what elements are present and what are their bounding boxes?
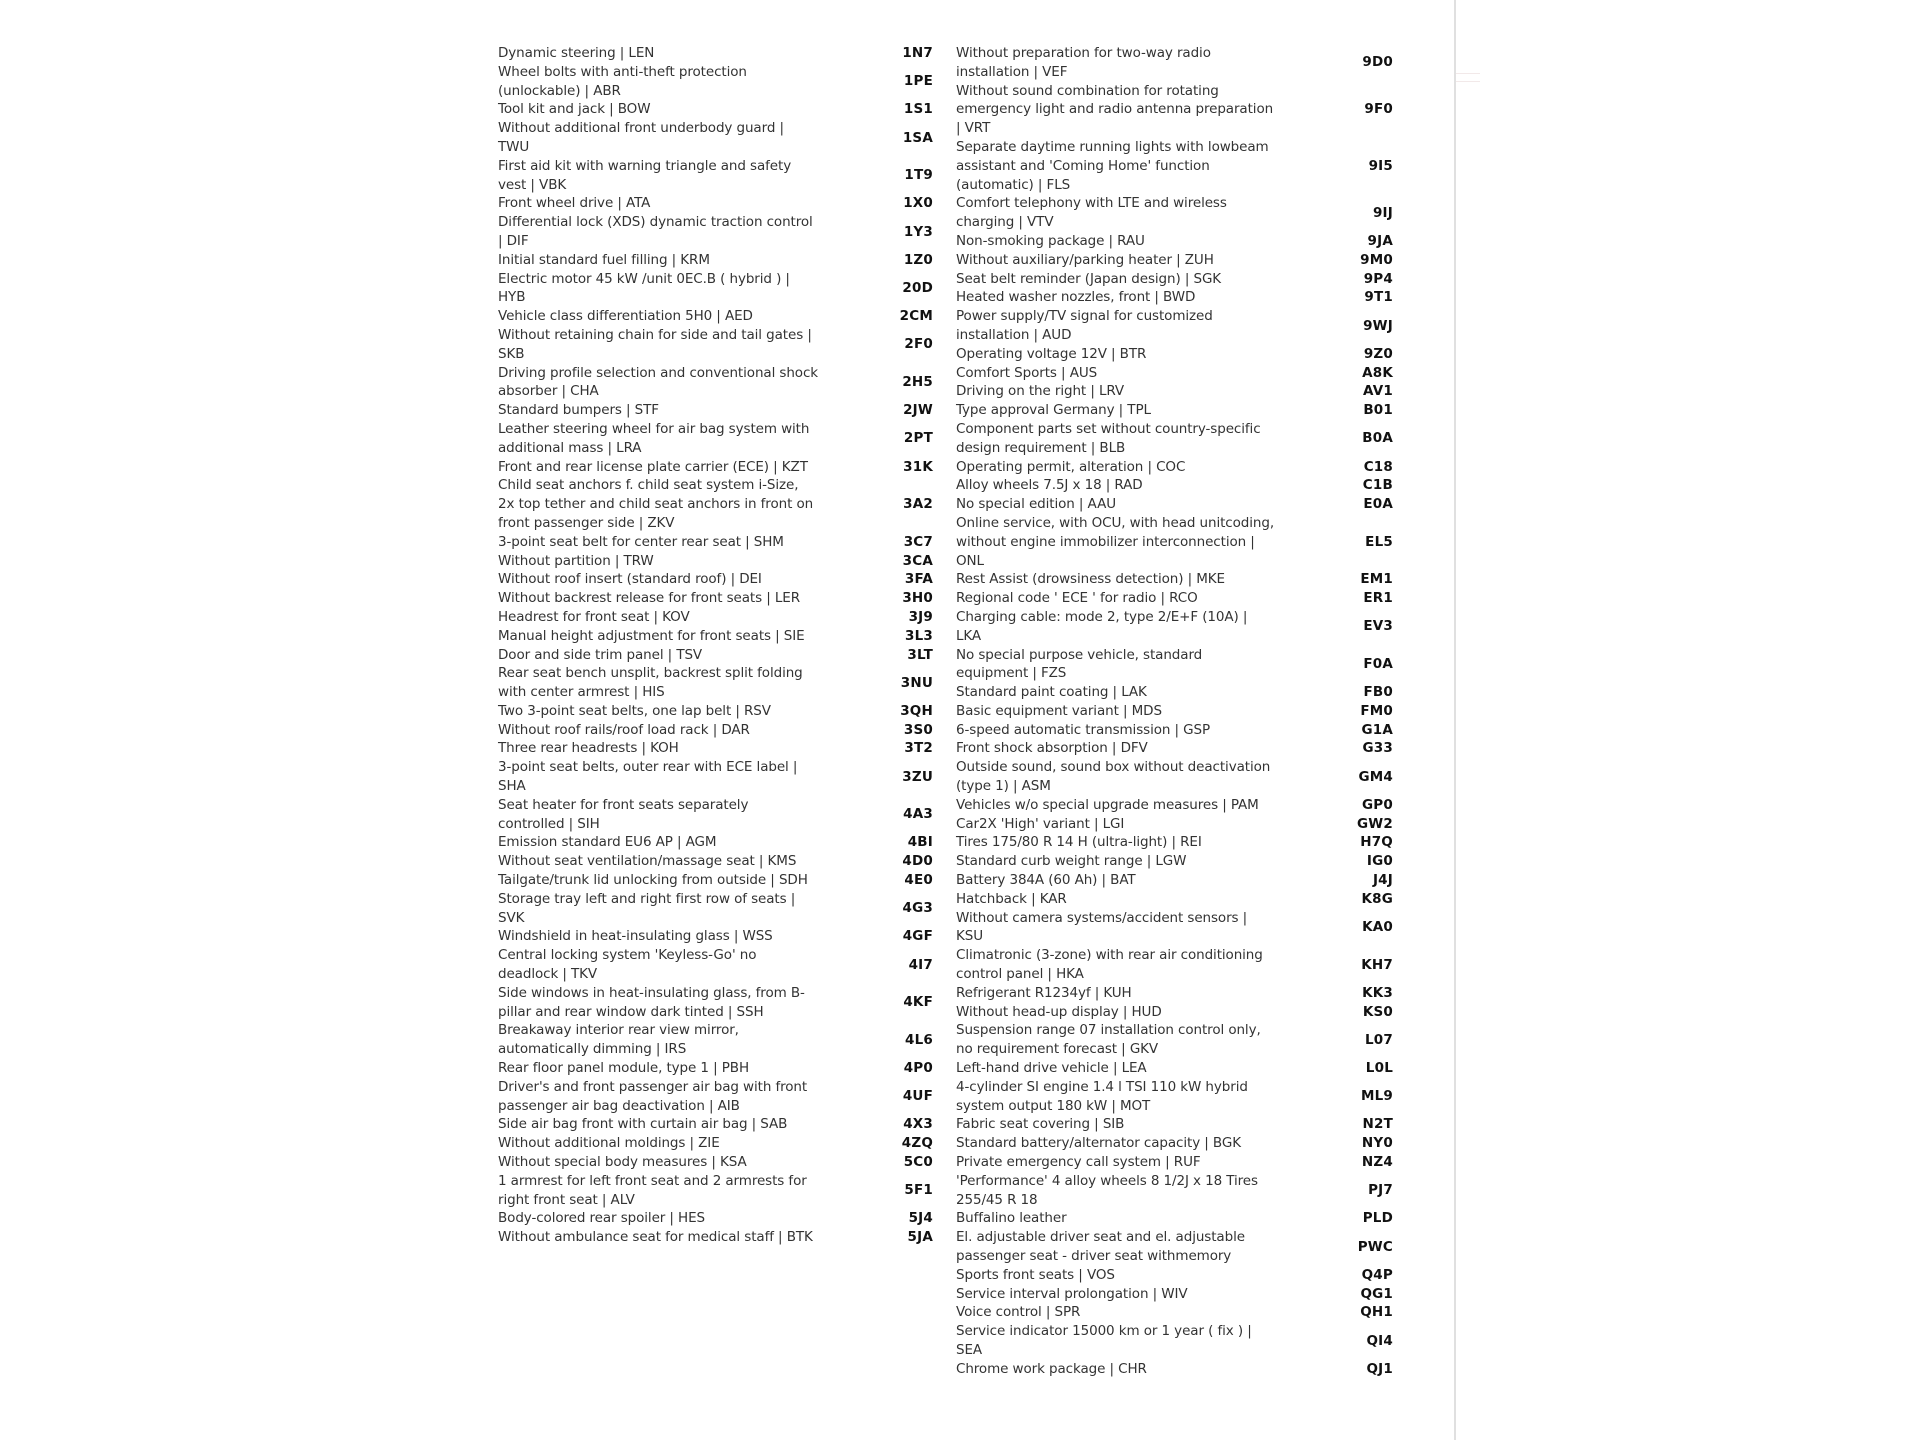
equipment-description: Comfort Sports | AUS	[956, 364, 1098, 381]
equipment-row	[498, 270, 950, 308]
equipment-pr-code: 9D0	[1362, 54, 1393, 71]
equipment-description: Online service, with OCU, with head unitcoding, without engine immobilizer interconnection | ONL	[956, 514, 1275, 569]
equipment-pr-code: NZ4	[1361, 1154, 1393, 1171]
equipment-description: Comfort telephony with LTE and wireless charging | VTV	[956, 195, 1227, 231]
equipment-description: Without additional front underbody guard | TWU	[498, 120, 784, 155]
equipment-description: Refrigerant R1234yf | KUH	[956, 984, 1132, 1001]
equipment-pr-code: 3QH	[900, 702, 933, 719]
equipment-pr-code: 31K	[903, 458, 933, 475]
equipment-pr-code: K8G	[1361, 890, 1393, 907]
equipment-pr-code: EV3	[1363, 618, 1393, 635]
equipment-row	[956, 251, 1393, 270]
equipment-pr-code: 9T1	[1364, 289, 1393, 306]
equipment-pr-code: 9JA	[1367, 232, 1393, 249]
equipment-pr-code: 3ZU	[902, 768, 933, 785]
equipment-row	[498, 1021, 950, 1059]
equipment-row	[956, 420, 1393, 458]
equipment-pr-code: F0A	[1363, 655, 1393, 672]
equipment-row	[956, 345, 1393, 364]
equipment-pr-code: 3NU	[900, 674, 933, 691]
equipment-pr-code: B0A	[1362, 430, 1393, 447]
equipment-description: Private emergency call system | RUF	[956, 1154, 1201, 1171]
equipment-pr-code: QI4	[1366, 1332, 1393, 1349]
equipment-description: Vehicles w/o special upgrade measures | PAM	[956, 796, 1259, 813]
equipment-row	[498, 570, 950, 589]
equipment-pr-code: 3CA	[902, 552, 933, 569]
equipment-description: Non-smoking package | RAU	[956, 232, 1145, 249]
equipment-pr-code: E0A	[1363, 496, 1393, 513]
equipment-pr-code: 1PE	[903, 73, 933, 90]
equipment-description: Leather steering wheel for air bag system with additional mass | LRA	[498, 420, 810, 456]
equipment-row	[498, 702, 950, 721]
equipment-description: 6-speed automatic transmission | GSP	[956, 721, 1211, 738]
equipment-pr-code: 3S0	[903, 721, 933, 738]
equipment-description: 1 armrest for left front seat and 2 armrests for right front seat | ALV	[498, 1172, 807, 1208]
equipment-row	[498, 476, 950, 532]
equipment-pr-code: 9M0	[1360, 251, 1393, 268]
equipment-description: Operating permit, alteration | COC	[956, 458, 1186, 475]
equipment-row	[956, 1228, 1393, 1266]
equipment-description: Front and rear license plate carrier (ECE) | KZT	[498, 458, 808, 475]
equipment-row	[956, 476, 1393, 495]
equipment-description: Differential lock (XDS) dynamic traction control | DIF	[498, 214, 813, 249]
equipment-description: Basic equipment variant | MDS	[956, 702, 1162, 719]
equipment-pr-code: J4J	[1372, 872, 1393, 889]
equipment-pr-code: 9IJ	[1372, 204, 1393, 221]
equipment-row	[498, 533, 950, 552]
equipment-row	[956, 232, 1393, 251]
page-edge-divider	[1454, 0, 1456, 1440]
equipment-pr-code: 9Z0	[1363, 345, 1393, 362]
equipment-row	[956, 796, 1393, 815]
equipment-row	[956, 1021, 1393, 1059]
equipment-pr-code: 3LT	[907, 646, 933, 663]
equipment-pr-code: 1N7	[902, 45, 933, 61]
equipment-pr-code: GW2	[1357, 815, 1393, 832]
equipment-row	[498, 796, 950, 834]
equipment-row	[498, 157, 950, 195]
equipment-description: Without auxiliary/parking heater | ZUH	[956, 251, 1214, 268]
scroll-marker-bottom	[1456, 81, 1480, 82]
equipment-pr-code: GM4	[1358, 768, 1393, 785]
equipment-pr-code: GP0	[1362, 796, 1393, 813]
equipment-pr-code: 4A3	[903, 806, 933, 823]
equipment-description: 3-point seat belt for center rear seat | SHM	[498, 533, 784, 550]
equipment-description: Windshield in heat-insulating glass | WSS	[498, 928, 773, 945]
scroll-marker-top	[1456, 73, 1480, 74]
equipment-pr-code: G1A	[1361, 721, 1393, 738]
equipment-description: Dynamic steering | LEN	[498, 45, 655, 61]
equipment-pr-code: 4E0	[904, 872, 933, 889]
equipment-pr-code: 2JW	[903, 402, 933, 419]
equipment-description: Rear floor panel module, type 1 | PBH	[498, 1060, 750, 1077]
equipment-description: Power supply/TV signal for customized installation | AUD	[956, 308, 1213, 343]
equipment-row	[498, 63, 950, 101]
equipment-row	[498, 758, 950, 796]
equipment-row	[956, 1266, 1393, 1285]
equipment-row	[498, 213, 950, 251]
equipment-row	[498, 664, 950, 702]
equipment-pr-code: QJ1	[1366, 1360, 1393, 1377]
equipment-pr-code: 4P0	[903, 1060, 933, 1077]
equipment-row	[956, 1209, 1393, 1228]
equipment-row	[956, 815, 1393, 834]
equipment-pr-code: QH1	[1360, 1304, 1393, 1321]
equipment-description: Without retaining chain for side and tail gates | SKB	[498, 326, 812, 362]
equipment-pr-code: PWC	[1357, 1238, 1393, 1255]
equipment-row	[498, 364, 950, 402]
equipment-description: Without head-up display | HUD	[956, 1003, 1162, 1020]
equipment-description: Without preparation for two-way radio installation | VEF	[956, 45, 1211, 80]
equipment-row	[956, 570, 1393, 589]
equipment-row	[498, 307, 950, 326]
equipment-pr-code: 3L3	[905, 627, 933, 644]
equipment-description: Heated washer nozzles, front | BWD	[956, 289, 1196, 306]
equipment-description: Emission standard EU6 AP | AGM	[498, 834, 717, 851]
equipment-pr-code: 1S1	[903, 101, 933, 118]
equipment-description: Without backrest release for front seats | LER	[498, 590, 800, 607]
equipment-row	[956, 44, 1393, 82]
equipment-pr-code: 4I7	[908, 956, 933, 973]
equipment-description: 3-point seat belts, outer rear with ECE label | SHA	[498, 759, 798, 795]
equipment-pr-code: 1SA	[902, 129, 933, 146]
equipment-pr-code: QG1	[1360, 1285, 1393, 1302]
equipment-description: Door and side trim panel | TSV	[498, 646, 703, 663]
equipment-pr-code: 3H0	[902, 590, 933, 607]
equipment-description: Component parts set without country-specific design requirement | BLB	[956, 420, 1261, 456]
equipment-row	[498, 1228, 950, 1247]
equipment-row	[956, 1078, 1393, 1116]
equipment-description: Storage tray left and right first row of seats | SVK	[498, 890, 796, 926]
equipment-row	[956, 608, 1393, 646]
equipment-row	[956, 194, 1393, 232]
equipment-description: Standard bumpers | STF	[498, 402, 659, 419]
equipment-description: Tailgate/trunk lid unlocking from outside | SDH	[498, 872, 808, 889]
equipment-pr-code: 4GF	[902, 928, 933, 945]
equipment-pr-code: C18	[1363, 458, 1393, 475]
equipment-pr-code: C1B	[1362, 477, 1393, 494]
equipment-row	[956, 758, 1393, 796]
equipment-pr-code: KA0	[1362, 919, 1393, 936]
equipment-pr-code: 4BI	[907, 834, 933, 851]
equipment-pr-code: FM0	[1360, 702, 1393, 719]
equipment-row	[956, 589, 1393, 608]
equipment-description: Manual height adjustment for front seats | SIE	[498, 627, 805, 644]
equipment-row	[956, 890, 1393, 909]
equipment-pr-code: N2T	[1362, 1116, 1393, 1133]
equipment-pr-code: Q4P	[1361, 1266, 1393, 1283]
equipment-row	[956, 138, 1393, 194]
equipment-pr-code: 3A2	[903, 496, 933, 513]
equipment-pr-code: ML9	[1360, 1088, 1393, 1105]
equipment-pr-code: KK3	[1362, 984, 1393, 1001]
equipment-description: Vehicle class differentiation 5H0 | AED	[498, 308, 753, 325]
equipment-row	[498, 194, 950, 213]
equipment-description: 'Performance' 4 alloy wheels 8 1/2J x 18 Tires 255/45 R 18	[956, 1172, 1258, 1208]
equipment-description: Sports front seats | VOS	[956, 1266, 1115, 1283]
equipment-row	[498, 1115, 950, 1134]
equipment-row	[498, 871, 950, 890]
equipment-row	[498, 1172, 950, 1210]
equipment-pr-code: H7Q	[1360, 834, 1393, 851]
equipment-pr-code: FB0	[1363, 684, 1393, 701]
equipment-row	[956, 1322, 1393, 1360]
equipment-pr-code: 4D0	[902, 853, 933, 870]
equipment-pr-code: 3FA	[904, 571, 933, 588]
equipment-description: Child seat anchors f. child seat system i-Size, 2x top tether and child seat anchors in front on front passenger side | ZKV	[498, 477, 814, 531]
equipment-pr-code: EM1	[1360, 571, 1393, 588]
equipment-description: Headrest for front seat | KOV	[498, 608, 690, 625]
equipment-row	[498, 646, 950, 665]
equipment-description: Hatchback | KAR	[956, 890, 1067, 907]
equipment-row	[956, 871, 1393, 890]
equipment-row	[498, 589, 950, 608]
equipment-pr-code: 5C0	[903, 1154, 933, 1171]
equipment-row	[956, 1360, 1393, 1379]
equipment-row	[498, 927, 950, 946]
equipment-pr-code: 4X3	[903, 1116, 933, 1133]
equipment-table-left	[498, 44, 950, 1247]
equipment-row	[498, 890, 950, 928]
equipment-pr-code: 20D	[902, 279, 933, 296]
equipment-description: Without ambulance seat for medical staff | BTK	[498, 1229, 813, 1246]
equipment-pr-code: IG0	[1366, 853, 1393, 870]
equipment-row	[956, 270, 1393, 289]
equipment-pr-code: ER1	[1363, 590, 1393, 607]
equipment-description: Rear seat bench unsplit, backrest split folding with center armrest | HIS	[498, 665, 803, 701]
equipment-row	[498, 739, 950, 758]
equipment-description: No special purpose vehicle, standard equipment | FZS	[956, 646, 1203, 682]
equipment-row	[956, 458, 1393, 477]
equipment-pr-code: 4L6	[905, 1031, 933, 1048]
equipment-row	[956, 364, 1393, 383]
equipment-description: Three rear headrests | KOH	[498, 740, 679, 757]
equipment-description: Car2X 'High' variant | LGI	[956, 815, 1125, 832]
equipment-row	[498, 721, 950, 740]
equipment-row	[956, 702, 1393, 721]
equipment-row	[956, 1285, 1393, 1304]
equipment-row	[956, 833, 1393, 852]
equipment-row	[956, 852, 1393, 871]
equipment-description: Body-colored rear spoiler | HES	[498, 1210, 706, 1227]
equipment-row	[956, 721, 1393, 740]
equipment-description: Without roof rails/roof load rack | DAR	[498, 721, 750, 738]
equipment-description: Suspension range 07 installation control only, no requirement forecast | GKV	[956, 1022, 1261, 1058]
equipment-row	[498, 1134, 950, 1153]
equipment-description: Separate daytime running lights with lowbeam assistant and 'Coming Home' function (automatic) | FLS	[956, 138, 1269, 193]
equipment-description: Side windows in heat-insulating glass, from B-pillar and rear window dark tinted | SSH	[498, 984, 805, 1020]
equipment-row	[956, 1153, 1393, 1172]
equipment-row	[498, 608, 950, 627]
equipment-pr-code: 9P4	[1363, 270, 1393, 287]
equipment-row	[498, 44, 950, 63]
equipment-row	[498, 1078, 950, 1116]
equipment-pr-code: 1Y3	[903, 223, 933, 240]
equipment-pr-code: 5J4	[908, 1210, 933, 1227]
equipment-description: Initial standard fuel filling | KRM	[498, 251, 710, 268]
equipment-row	[498, 251, 950, 270]
equipment-description: Left-hand drive vehicle | LEA	[956, 1060, 1147, 1077]
equipment-pr-code: 3J9	[908, 608, 933, 625]
equipment-description: Two 3-point seat belts, one lap belt | RSV	[498, 702, 771, 719]
equipment-pr-code: 9F0	[1364, 101, 1393, 118]
equipment-row	[956, 382, 1393, 401]
equipment-description: Without special body measures | KSA	[498, 1154, 747, 1171]
equipment-row	[956, 984, 1393, 1003]
equipment-description: Regional code ' ECE ' for radio | RCO	[956, 590, 1198, 607]
equipment-row	[498, 1059, 950, 1078]
equipment-pr-code: 3C7	[903, 533, 933, 550]
equipment-row	[498, 946, 950, 984]
equipment-description: Seat heater for front seats separately controlled | SIH	[498, 796, 749, 832]
equipment-description: Breakaway interior rear view mirror, automatically dimming | IRS	[498, 1022, 739, 1058]
equipment-description: Central locking system 'Keyless-Go' no deadlock | TKV	[498, 947, 757, 983]
equipment-pr-code: KS0	[1362, 1003, 1393, 1020]
equipment-row	[498, 627, 950, 646]
equipment-row	[498, 1153, 950, 1172]
equipment-row	[956, 495, 1393, 514]
equipment-pr-code: PJ7	[1368, 1182, 1393, 1199]
equipment-description: Front shock absorption | DFV	[956, 740, 1148, 757]
equipment-description: Electric motor 45 kW /unit 0EC.B ( hybrid ) | HYB	[498, 270, 790, 306]
equipment-description: No special edition | AAU	[956, 496, 1116, 513]
equipment-pr-code: AV1	[1363, 383, 1393, 400]
equipment-row	[956, 1059, 1393, 1078]
equipment-pr-code: 1Z0	[903, 251, 933, 268]
equipment-pr-code: G33	[1362, 740, 1393, 757]
equipment-description: Service indicator 15000 km or 1 year ( fix ) | SEA	[956, 1323, 1252, 1358]
equipment-row	[498, 401, 950, 420]
equipment-row	[498, 326, 950, 364]
equipment-pr-code: L0L	[1365, 1060, 1393, 1077]
equipment-description: Battery 384A (60 Ah) | BAT	[956, 872, 1136, 889]
equipment-description: Without sound combination for rotating emergency light and radio antenna preparation | VRT	[956, 82, 1274, 137]
equipment-pr-code: 5F1	[904, 1182, 933, 1199]
equipment-description: Rest Assist (drowsiness detection) | MKE	[956, 571, 1225, 588]
equipment-description: Without camera systems/accident sensors | KSU	[956, 909, 1248, 945]
equipment-description: Voice control | SPR	[956, 1304, 1081, 1321]
equipment-pr-code: B01	[1363, 402, 1393, 419]
equipment-description: Tires 175/80 R 14 H (ultra-light) | REI	[956, 834, 1202, 851]
equipment-description: Standard battery/alternator capacity | BGK	[956, 1135, 1241, 1152]
equipment-description: Standard paint coating | LAK	[956, 684, 1147, 701]
equipment-description: Buffalino leather	[956, 1210, 1067, 1227]
equipment-row	[498, 420, 950, 458]
equipment-pr-code: 9I5	[1368, 157, 1393, 174]
equipment-description: El. adjustable driver seat and el. adjustable passenger seat - driver seat withmemory	[956, 1229, 1245, 1264]
equipment-description: Service interval prolongation | WIV	[956, 1285, 1188, 1302]
equipment-description: Type approval Germany | TPL	[956, 402, 1151, 419]
equipment-pr-code: KH7	[1361, 956, 1393, 973]
equipment-row	[498, 458, 950, 477]
equipment-pr-code: NY0	[1361, 1135, 1393, 1152]
equipment-description: 4-cylinder SI engine 1.4 l TSI 110 kW hybrid system output 180 kW | MOT	[956, 1078, 1248, 1114]
equipment-pr-code: PLD	[1362, 1210, 1393, 1227]
equipment-description: Driving profile selection and conventional shock absorber | CHA	[498, 364, 818, 400]
equipment-row	[498, 833, 950, 852]
equipment-pr-code: 2CM	[899, 308, 933, 325]
equipment-pr-code: 2F0	[904, 336, 933, 353]
equipment-description: Without seat ventilation/massage seat | KMS	[498, 853, 797, 870]
equipment-description: Without partition | TRW	[498, 552, 654, 569]
equipment-pr-code: A8K	[1362, 364, 1393, 381]
equipment-description: Driving on the right | LRV	[956, 383, 1125, 400]
equipment-description: Without additional moldings | ZIE	[498, 1135, 720, 1152]
equipment-row	[956, 909, 1393, 947]
equipment-row	[498, 100, 950, 119]
equipment-row	[956, 683, 1393, 702]
equipment-description: Standard curb weight range | LGW	[956, 853, 1187, 870]
equipment-description: Front wheel drive | ATA	[498, 195, 651, 212]
equipment-row	[498, 552, 950, 571]
equipment-description: Outside sound, sound box without deactivation (type 1) | ASM	[956, 759, 1271, 795]
equipment-row	[956, 288, 1393, 307]
equipment-row	[498, 852, 950, 871]
equipment-description: Chrome work package | CHR	[956, 1360, 1147, 1377]
equipment-description: Wheel bolts with anti-theft protection (unlockable) | ABR	[498, 63, 747, 99]
equipment-description: Charging cable: mode 2, type 2/E+F (10A) | LKA	[956, 608, 1248, 644]
equipment-pr-code: 1X0	[903, 195, 933, 212]
equipment-description: Without roof insert (standard roof) | DEI	[498, 571, 762, 588]
equipment-row	[956, 1303, 1393, 1322]
equipment-row	[956, 1172, 1393, 1210]
equipment-table-right	[956, 44, 1393, 1379]
equipment-description: Alloy wheels 7.5J x 18 | RAD	[956, 477, 1143, 494]
equipment-row	[956, 946, 1393, 984]
equipment-description: Tool kit and jack | BOW	[498, 101, 651, 118]
equipment-pr-code: 2H5	[902, 373, 933, 390]
equipment-row	[498, 1209, 950, 1228]
equipment-description: Climatronic (3-zone) with rear air conditioning control panel | HKA	[956, 947, 1263, 983]
equipment-row	[498, 984, 950, 1022]
equipment-description: Fabric seat covering | SIB	[956, 1116, 1125, 1133]
equipment-pr-code: 4ZQ	[901, 1135, 933, 1152]
equipment-row	[956, 82, 1393, 138]
equipment-row	[956, 739, 1393, 758]
equipment-row	[956, 307, 1393, 345]
equipment-row	[956, 1115, 1393, 1134]
equipment-description: First aid kit with warning triangle and safety vest | VBK	[498, 157, 792, 193]
equipment-pr-code: 5JA	[907, 1229, 933, 1246]
equipment-row	[956, 1134, 1393, 1153]
equipment-row	[956, 646, 1393, 684]
equipment-pr-code: 9WJ	[1363, 317, 1393, 334]
equipment-pr-code: 3T2	[904, 740, 933, 757]
equipment-pr-code: 4UF	[902, 1088, 933, 1105]
equipment-row	[498, 119, 950, 157]
equipment-pr-code: 2PT	[903, 430, 933, 447]
equipment-description: Driver's and front passenger air bag with front passenger air bag deactivation | AIB	[498, 1078, 808, 1114]
equipment-pr-code: 4G3	[902, 900, 933, 917]
equipment-row	[956, 1003, 1393, 1022]
equipment-description: Seat belt reminder (Japan design) | SGK	[956, 270, 1222, 287]
equipment-row	[956, 514, 1393, 570]
equipment-pr-code: L07	[1365, 1031, 1393, 1048]
equipment-pr-code: 1T9	[904, 167, 933, 184]
equipment-pr-code: EL5	[1365, 533, 1393, 550]
equipment-pr-code: 4KF	[903, 994, 933, 1011]
equipment-description: Side air bag front with curtain air bag | SAB	[498, 1116, 788, 1133]
equipment-description: Operating voltage 12V | BTR	[956, 345, 1147, 362]
equipment-row	[956, 401, 1393, 420]
